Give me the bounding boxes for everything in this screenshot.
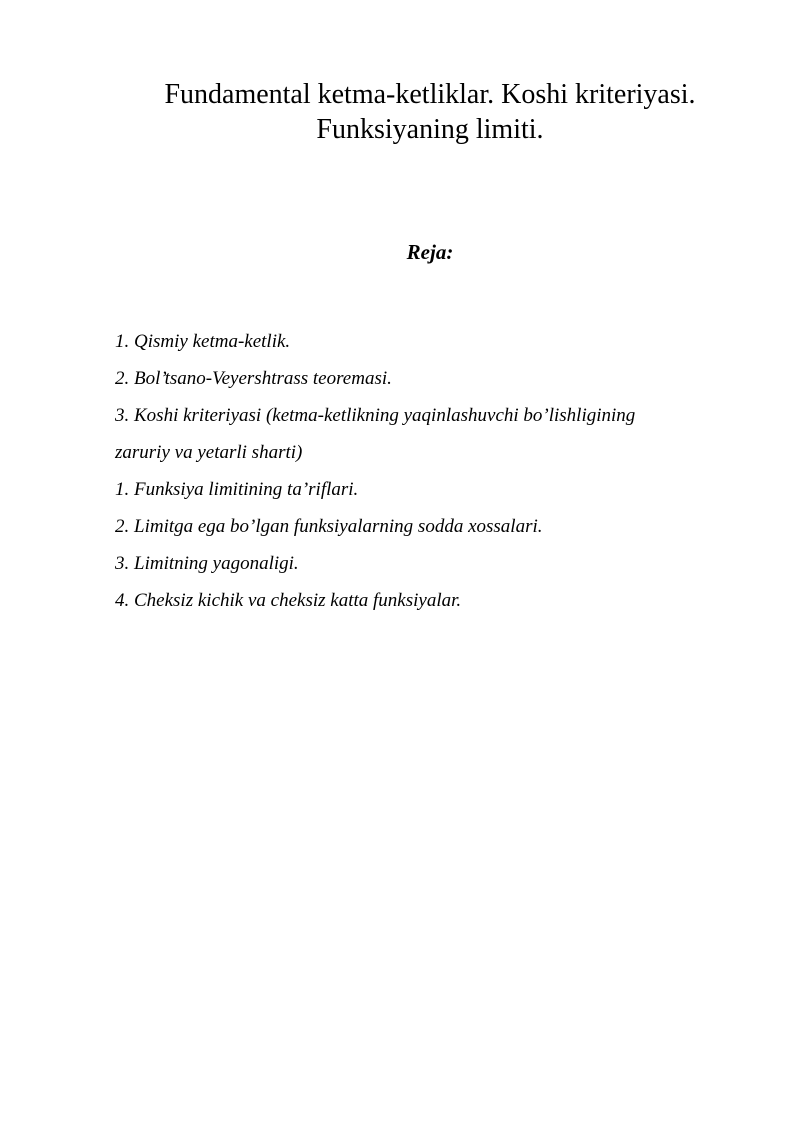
plan-item-3: 3. Koshi kriteriyasi (ketma-ketlikning yaqinlashuvchi bo’lishligining xyxy=(115,405,636,426)
plan-item-7: 4. Cheksiz kichik va cheksiz katta funksiyalar. xyxy=(115,590,462,611)
document-title-line-2: Funksiyaning limiti. xyxy=(316,114,544,145)
document-title-line-1: Fundamental ketma-ketliklar. Koshi kriteriyasi. xyxy=(164,79,696,110)
plan-item-5: 2. Limitga ega bo’lgan funksiyalarning sodda xossalari. xyxy=(115,516,543,537)
plan-item-3-continuation: zaruriy va yetarli sharti) xyxy=(115,442,303,463)
plan-item-1: 1. Qismiy ketma-ketlik. xyxy=(115,331,291,352)
plan-item-2: 2. Bol’tsano-Veyershtrass teoremasi. xyxy=(115,368,392,389)
plan-item-6: 3. Limitning yagonaligi. xyxy=(115,553,299,574)
plan-list xyxy=(115,323,735,619)
plan-item-4: 1. Funksiya limitining ta’riflari. xyxy=(115,479,359,500)
plan-heading: Reja: xyxy=(406,240,454,264)
